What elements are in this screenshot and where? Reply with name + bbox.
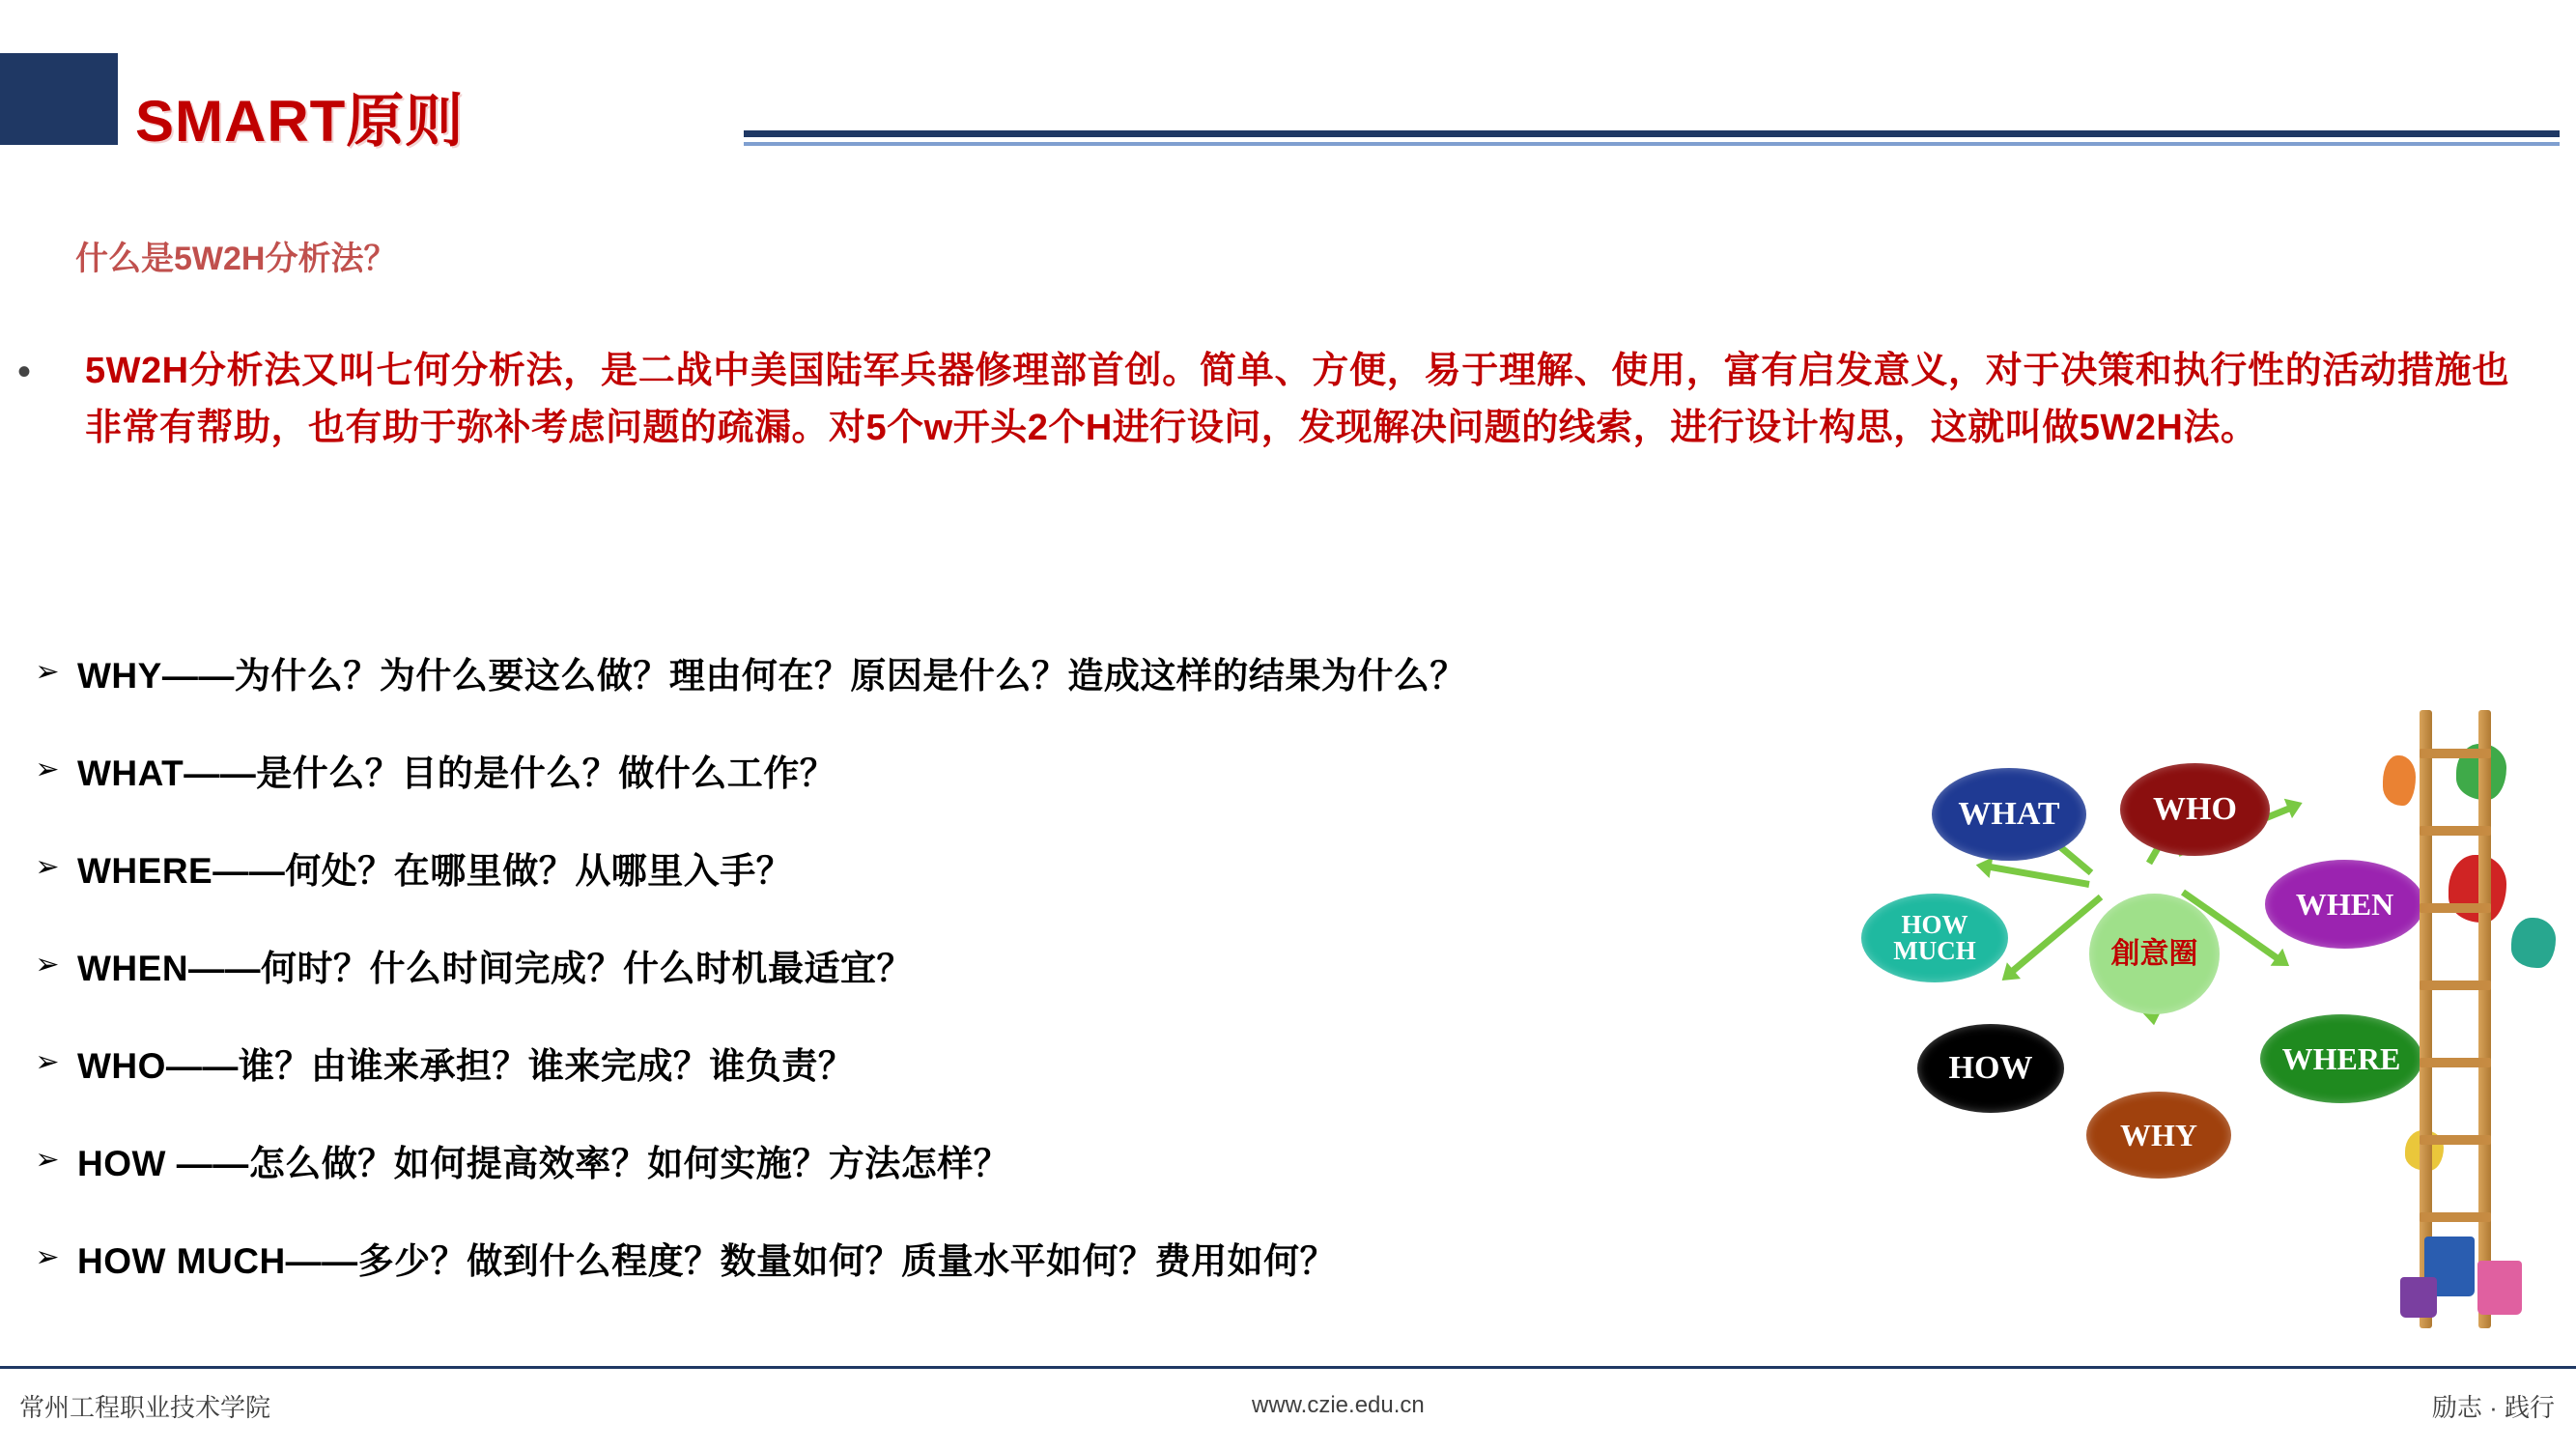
arrow-bullet-icon: ➢	[35, 849, 60, 884]
diagram-node-when	[2265, 860, 2424, 949]
arrow-bullet-icon: ➢	[35, 1142, 60, 1177]
arrow-bullet-icon: ➢	[35, 752, 60, 786]
header-rule-top	[744, 130, 2560, 137]
list-item-label: WHAT——是什么？目的是什么？做什么工作？	[77, 753, 836, 793]
diagram-node-label: WHERE	[2281, 1041, 2401, 1076]
footer-website: www.czie.edu.cn	[1252, 1392, 1425, 1418]
arrow-bullet-icon: ➢	[35, 1239, 60, 1274]
intro-paragraph-text: 5W2H分析法又叫七何分析法，是二战中美国陆军兵器修理部首创。简单、方便，易于理解、使用，富有启发意义，对于决策和执行性的活动措施也非常有帮助，也有助于弥补考虑问题的疏漏。对5个w开头2个H进行设问，发现解决问题的线索，进行设计构思，这就叫做5W2H法。	[85, 351, 2509, 448]
list-item-label: HOW ——怎么做？如何提高效率？如何实施？方法怎样？	[77, 1143, 1010, 1183]
diagram-node-what	[1932, 768, 2086, 861]
diagram-node-who	[2120, 763, 2270, 856]
diagram-node-label: HOW MUCH	[1893, 910, 1976, 965]
header-rule-bottom	[744, 142, 2560, 146]
diagram-node-label: WHEN	[2295, 887, 2394, 922]
list-item	[17, 623, 2529, 721]
diagram-node-why	[2086, 1092, 2231, 1179]
page-title: SMART原则	[135, 89, 465, 154]
ladder-icon	[2420, 710, 2491, 1328]
paint-splat-teal	[2511, 918, 2556, 968]
list-item-label: WHEN——何时？什么时间完成？什么时机最适宜？	[77, 948, 914, 988]
paint-can-pink	[2477, 1261, 2522, 1315]
list-item-label: WHO——谁？由谁来承担？谁来完成？谁负责？	[77, 1045, 855, 1086]
arrow-bullet-icon: ➢	[35, 654, 60, 689]
paint-can-purple	[2400, 1277, 2437, 1318]
section-subheading: 什么是5W2H分析法？	[75, 241, 397, 277]
diagram-node-label: WHY	[2120, 1118, 2197, 1152]
footer-divider	[0, 1366, 2576, 1369]
diagram-center-label: 創意圈	[2110, 937, 2198, 970]
diagram-node-where	[2260, 1014, 2422, 1103]
list-item-label: WHERE——何处？在哪里做？从哪里入手？	[77, 850, 793, 891]
arrow-bullet-icon: ➢	[35, 1044, 60, 1079]
bullet-icon: •	[17, 351, 32, 393]
list-item-label: HOW MUCH——多少？做到什么程度？数量如何？质量水平如何？费用如何？	[77, 1240, 1337, 1281]
paint-splat-orange	[2383, 755, 2416, 806]
diagram-node-label: WHAT	[1958, 796, 2060, 832]
diagram-node-how-much	[1861, 894, 2008, 982]
footer-slogan: 励志 · 践行	[2431, 1393, 2555, 1422]
diagram-node-label: HOW	[1948, 1050, 2033, 1086]
arrow-bullet-icon: ➢	[35, 947, 60, 981]
diagram-node-label: WHO	[2153, 791, 2237, 827]
header-accent-block	[0, 53, 118, 145]
list-item-label: WHY——为什么？为什么要这么做？理由何在？原因是什么？造成这样的结果为什么？	[77, 655, 1466, 696]
diagram-center-node	[2089, 894, 2220, 1014]
arrow-to-how-much	[1989, 864, 2090, 888]
5w2h-diagram-image	[1879, 734, 2564, 1352]
intro-paragraph-block	[17, 343, 2529, 457]
diagram-node-how	[1917, 1024, 2064, 1113]
footer-institution: 常州工程职业技术学院	[19, 1393, 271, 1422]
